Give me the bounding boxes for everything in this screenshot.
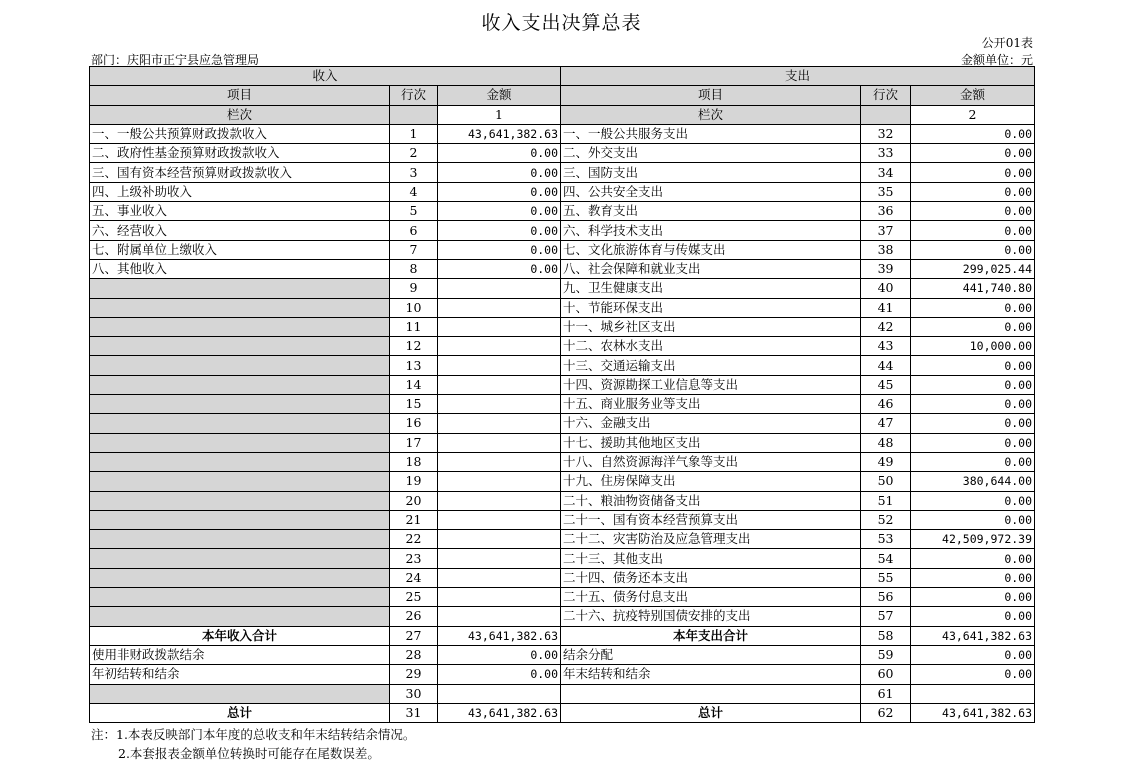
expense-item: 九、卫生健康支出 xyxy=(561,279,861,298)
expense-amount: 0.00 xyxy=(911,414,1035,433)
income-expense-table xyxy=(89,66,1035,723)
expense-item: 二十三、其他支出 xyxy=(561,549,861,568)
amount-unit-label: 金额单位：元 xyxy=(960,53,1033,67)
table-row xyxy=(90,202,1035,221)
table-row xyxy=(90,163,1035,182)
table-row xyxy=(90,182,1035,201)
income-item: 三、国有资本经营预算财政拨款收入 xyxy=(90,163,390,182)
expense-section-header: 支出 xyxy=(561,67,1035,86)
table-row xyxy=(90,298,1035,317)
income-row-no: 6 xyxy=(390,221,438,240)
income-amount: 0.00 xyxy=(438,240,561,259)
income-row-no: 16 xyxy=(390,414,438,433)
income-row-no: 8 xyxy=(390,259,438,278)
income-row-no: 25 xyxy=(390,588,438,607)
subtotal-row xyxy=(90,626,1035,645)
income-total-label: 总计 xyxy=(90,703,390,722)
expense-row-no: 54 xyxy=(861,549,911,568)
income-item xyxy=(90,356,390,375)
expense-item: 十九、住房保障支出 xyxy=(561,472,861,491)
expense-item: 结余分配 xyxy=(561,645,861,664)
income-row-no: 13 xyxy=(390,356,438,375)
income-amount xyxy=(438,395,561,414)
income-row-no: 2 xyxy=(390,144,438,163)
expense-amount: 0.00 xyxy=(911,645,1035,664)
expense-row-no: 59 xyxy=(861,645,911,664)
expense-row-no: 47 xyxy=(861,414,911,433)
income-item xyxy=(90,279,390,298)
expense-amount: 42,509,972.39 xyxy=(911,530,1035,549)
expense-amount: 299,025.44 xyxy=(911,259,1035,278)
expense-item: 二十一、国有资本经营预算支出 xyxy=(561,510,861,529)
income-amount xyxy=(438,414,561,433)
income-row-no: 10 xyxy=(390,298,438,317)
income-item xyxy=(90,395,390,414)
expense-amount: 0.00 xyxy=(911,395,1035,414)
income-row-no: 4 xyxy=(390,182,438,201)
table-row xyxy=(90,452,1035,471)
income-item xyxy=(90,684,390,703)
income-amount xyxy=(438,433,561,452)
expense-total-label: 本年支出合计 xyxy=(561,626,861,645)
income-item: 六、经营收入 xyxy=(90,221,390,240)
income-item-header: 项目 xyxy=(90,86,390,105)
income-total-amount: 43,641,382.63 xyxy=(438,626,561,645)
expense-amount: 0.00 xyxy=(911,182,1035,201)
expense-total-amount: 43,641,382.63 xyxy=(911,703,1035,722)
income-row-no: 28 xyxy=(390,645,438,664)
expense-row-no: 55 xyxy=(861,568,911,587)
expense-column-index-label: 栏次 xyxy=(561,105,861,124)
expense-row-no: 57 xyxy=(861,607,911,626)
expense-row-no: 46 xyxy=(861,395,911,414)
expense-row-no: 39 xyxy=(861,259,911,278)
income-row-no: 23 xyxy=(390,549,438,568)
table-row xyxy=(90,240,1035,259)
income-row-no: 29 xyxy=(390,665,438,684)
income-amount xyxy=(438,317,561,336)
income-amount xyxy=(438,530,561,549)
expense-row-no: 51 xyxy=(861,491,911,510)
income-amount xyxy=(438,568,561,587)
income-row-no: 1 xyxy=(390,124,438,143)
income-row-no: 20 xyxy=(390,491,438,510)
income-amount xyxy=(438,452,561,471)
income-item: 五、事业收入 xyxy=(90,202,390,221)
income-item xyxy=(90,530,390,549)
expense-row-no: 43 xyxy=(861,337,911,356)
income-item xyxy=(90,317,390,336)
income-row-no: 24 xyxy=(390,568,438,587)
income-item: 八、其他收入 xyxy=(90,259,390,278)
income-amount: 43,641,382.63 xyxy=(438,124,561,143)
income-row-no: 5 xyxy=(390,202,438,221)
income-item xyxy=(90,549,390,568)
income-item: 使用非财政拨款结余 xyxy=(90,645,390,664)
expense-amount: 0.00 xyxy=(911,240,1035,259)
income-amount xyxy=(438,684,561,703)
expense-amount xyxy=(911,684,1035,703)
expense-row-no: 58 xyxy=(861,626,911,645)
expense-row-no: 35 xyxy=(861,182,911,201)
income-row-no: 15 xyxy=(390,395,438,414)
income-item xyxy=(90,472,390,491)
table-row xyxy=(90,510,1035,529)
expense-row-no: 40 xyxy=(861,279,911,298)
expense-item: 十三、交通运输支出 xyxy=(561,356,861,375)
income-amount xyxy=(438,549,561,568)
income-amount: 0.00 xyxy=(438,645,561,664)
income-amount xyxy=(438,472,561,491)
expense-row-no: 37 xyxy=(861,221,911,240)
income-amount xyxy=(438,510,561,529)
department-label: 部门：庆阳市正宁县应急管理局 xyxy=(91,53,260,67)
note-2: 2.本套报表金额单位转换时可能存在尾数误差。 xyxy=(118,746,380,761)
income-row-no-header: 行次 xyxy=(390,86,438,105)
expense-row-no: 34 xyxy=(861,163,911,182)
column-header-row xyxy=(90,86,1035,105)
income-row-no: 14 xyxy=(390,375,438,394)
expense-row-no: 52 xyxy=(861,510,911,529)
expense-item: 二、外交支出 xyxy=(561,144,861,163)
income-amount: 0.00 xyxy=(438,221,561,240)
expense-amount: 0.00 xyxy=(911,202,1035,221)
expense-amount: 10,000.00 xyxy=(911,337,1035,356)
table-row xyxy=(90,607,1035,626)
income-item xyxy=(90,510,390,529)
expense-row-no: 50 xyxy=(861,472,911,491)
income-item xyxy=(90,491,390,510)
expense-amount: 0.00 xyxy=(911,510,1035,529)
income-row-no: 26 xyxy=(390,607,438,626)
expense-amount: 0.00 xyxy=(911,375,1035,394)
section-header-row xyxy=(90,67,1035,86)
expense-item: 三、国防支出 xyxy=(561,163,861,182)
income-row-no: 7 xyxy=(390,240,438,259)
income-amount: 0.00 xyxy=(438,163,561,182)
expense-amount: 0.00 xyxy=(911,452,1035,471)
expense-amount: 0.00 xyxy=(911,144,1035,163)
table-row xyxy=(90,530,1035,549)
income-row-no: 3 xyxy=(390,163,438,182)
expense-amount: 0.00 xyxy=(911,549,1035,568)
expense-item xyxy=(561,684,861,703)
table-row xyxy=(90,491,1035,510)
expense-item: 六、科学技术支出 xyxy=(561,221,861,240)
income-item xyxy=(90,414,390,433)
income-row-no: 18 xyxy=(390,452,438,471)
table-row xyxy=(90,144,1035,163)
income-amount xyxy=(438,298,561,317)
note-1: 注：1.本表反映部门本年度的总收支和年末结转结余情况。 xyxy=(91,727,416,742)
income-amount xyxy=(438,491,561,510)
income-item: 年初结转和结余 xyxy=(90,665,390,684)
income-item: 七、附属单位上缴收入 xyxy=(90,240,390,259)
income-item: 二、政府性基金预算财政拨款收入 xyxy=(90,144,390,163)
income-column-index: 1 xyxy=(438,105,561,124)
income-amount xyxy=(438,356,561,375)
expense-row-no-header: 行次 xyxy=(861,86,911,105)
table-row xyxy=(90,375,1035,394)
income-item xyxy=(90,433,390,452)
expense-item: 十二、农林水支出 xyxy=(561,337,861,356)
expense-item: 二十四、债务还本支出 xyxy=(561,568,861,587)
expense-row-no: 45 xyxy=(861,375,911,394)
income-amount: 0.00 xyxy=(438,182,561,201)
table-row xyxy=(90,337,1035,356)
expense-row-no: 61 xyxy=(861,684,911,703)
income-item: 一、一般公共预算财政拨款收入 xyxy=(90,124,390,143)
expense-item: 二十五、债务付息支出 xyxy=(561,588,861,607)
income-total-amount: 43,641,382.63 xyxy=(438,703,561,722)
table-row xyxy=(90,356,1035,375)
table-row xyxy=(90,588,1035,607)
income-item xyxy=(90,568,390,587)
table-row xyxy=(90,317,1035,336)
expense-amount: 0.00 xyxy=(911,568,1035,587)
table-row xyxy=(90,568,1035,587)
income-section-header: 收入 xyxy=(90,67,561,86)
notes xyxy=(91,725,415,763)
expense-amount: 0.00 xyxy=(911,317,1035,336)
income-amount: 0.00 xyxy=(438,665,561,684)
expense-amount: 0.00 xyxy=(911,356,1035,375)
report-title: 收入支出决算总表 xyxy=(481,12,642,34)
income-amount xyxy=(438,375,561,394)
expense-amount: 441,740.80 xyxy=(911,279,1035,298)
expense-item: 四、公共安全支出 xyxy=(561,182,861,201)
expense-item: 十一、城乡社区支出 xyxy=(561,317,861,336)
income-item xyxy=(90,375,390,394)
expense-row-no: 53 xyxy=(861,530,911,549)
income-item xyxy=(90,452,390,471)
expense-item: 五、教育支出 xyxy=(561,202,861,221)
income-total-label: 本年收入合计 xyxy=(90,626,390,645)
expense-item-header: 项目 xyxy=(561,86,861,105)
table-row xyxy=(90,472,1035,491)
expense-total-label: 总计 xyxy=(561,703,861,722)
expense-row-no: 41 xyxy=(861,298,911,317)
expense-row-no: 56 xyxy=(861,588,911,607)
expense-item: 二十、粮油物资储备支出 xyxy=(561,491,861,510)
income-row-no: 11 xyxy=(390,317,438,336)
expense-amount: 0.00 xyxy=(911,491,1035,510)
income-item xyxy=(90,298,390,317)
expense-column-index-empty xyxy=(861,105,911,124)
income-row-no: 22 xyxy=(390,530,438,549)
expense-row-no: 32 xyxy=(861,124,911,143)
income-row-no: 31 xyxy=(390,703,438,722)
income-amount-header: 金额 xyxy=(438,86,561,105)
income-item xyxy=(90,588,390,607)
table-row xyxy=(90,684,1035,703)
expense-total-amount: 43,641,382.63 xyxy=(911,626,1035,645)
expense-item: 十八、自然资源海洋气象等支出 xyxy=(561,452,861,471)
expense-item: 十六、金融支出 xyxy=(561,414,861,433)
expense-amount: 0.00 xyxy=(911,298,1035,317)
table-row xyxy=(90,279,1035,298)
expense-amount: 0.00 xyxy=(911,607,1035,626)
income-row-no: 21 xyxy=(390,510,438,529)
income-amount xyxy=(438,607,561,626)
expense-item: 二十六、抗疫特别国债安排的支出 xyxy=(561,607,861,626)
expense-row-no: 49 xyxy=(861,452,911,471)
table-row xyxy=(90,433,1035,452)
expense-row-no: 33 xyxy=(861,144,911,163)
income-amount: 0.00 xyxy=(438,202,561,221)
expense-amount: 0.00 xyxy=(911,588,1035,607)
table-row xyxy=(90,549,1035,568)
expense-item: 十七、援助其他地区支出 xyxy=(561,433,861,452)
expense-row-no: 38 xyxy=(861,240,911,259)
table-row xyxy=(90,124,1035,143)
income-row-no: 9 xyxy=(390,279,438,298)
table-row xyxy=(90,259,1035,278)
table-row xyxy=(90,395,1035,414)
expense-amount: 0.00 xyxy=(911,124,1035,143)
income-row-no: 17 xyxy=(390,433,438,452)
expense-item: 十五、商业服务业等支出 xyxy=(561,395,861,414)
expense-row-no: 36 xyxy=(861,202,911,221)
expense-row-no: 60 xyxy=(861,665,911,684)
expense-column-index: 2 xyxy=(911,105,1035,124)
table-row xyxy=(90,414,1035,433)
expense-item: 十、节能环保支出 xyxy=(561,298,861,317)
grand-total-row xyxy=(90,703,1035,722)
income-row-no: 30 xyxy=(390,684,438,703)
expense-amount: 0.00 xyxy=(911,163,1035,182)
expense-item: 八、社会保障和就业支出 xyxy=(561,259,861,278)
expense-amount: 0.00 xyxy=(911,221,1035,240)
expense-row-no: 42 xyxy=(861,317,911,336)
income-amount: 0.00 xyxy=(438,259,561,278)
income-column-index-empty xyxy=(390,105,438,124)
expense-row-no: 44 xyxy=(861,356,911,375)
table-row xyxy=(90,645,1035,664)
expense-amount-header: 金额 xyxy=(911,86,1035,105)
income-column-index-label: 栏次 xyxy=(90,105,390,124)
table-row xyxy=(90,221,1035,240)
income-row-no: 19 xyxy=(390,472,438,491)
expense-item: 七、文化旅游体育与传媒支出 xyxy=(561,240,861,259)
income-item: 四、上级补助收入 xyxy=(90,182,390,201)
income-item xyxy=(90,607,390,626)
form-number: 公开01表 xyxy=(981,36,1033,50)
table-row xyxy=(90,665,1035,684)
income-row-no: 12 xyxy=(390,337,438,356)
expense-amount: 380,644.00 xyxy=(911,472,1035,491)
expense-item: 年末结转和结余 xyxy=(561,665,861,684)
income-row-no: 27 xyxy=(390,626,438,645)
expense-row-no: 48 xyxy=(861,433,911,452)
income-item xyxy=(90,337,390,356)
expense-amount: 0.00 xyxy=(911,433,1035,452)
column-index-row xyxy=(90,105,1035,124)
expense-item: 十四、资源勘探工业信息等支出 xyxy=(561,375,861,394)
income-amount xyxy=(438,279,561,298)
income-amount xyxy=(438,337,561,356)
expense-amount: 0.00 xyxy=(911,665,1035,684)
income-amount xyxy=(438,588,561,607)
expense-item: 一、一般公共服务支出 xyxy=(561,124,861,143)
income-amount: 0.00 xyxy=(438,144,561,163)
expense-item: 二十二、灾害防治及应急管理支出 xyxy=(561,530,861,549)
expense-row-no: 62 xyxy=(861,703,911,722)
